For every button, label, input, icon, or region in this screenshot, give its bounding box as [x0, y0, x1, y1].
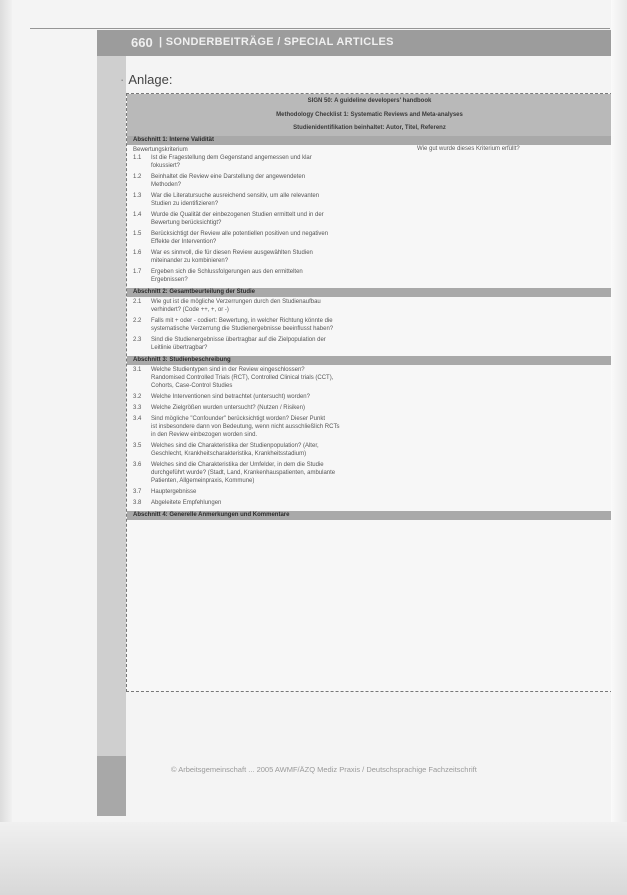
row-text: Falls mit + oder - codiert: Bewertung, in welcher Richtung könnte die	[151, 318, 333, 324]
row-number: 1.5	[133, 231, 142, 237]
section-label: Abschnitt 4: Generelle Anmerkungen und Kommentare	[133, 512, 290, 518]
left-margin-strip	[97, 56, 126, 816]
table-title-line-2: Methodology Checklist 1: Systematic Reviews and Meta-analyses	[276, 112, 463, 118]
section-header	[127, 511, 612, 520]
bullet-icon: ·	[120, 72, 125, 87]
right-page-edge	[611, 0, 627, 895]
row-text: Abgeleitete Empfehlungen	[151, 500, 222, 506]
left-margin-strip-lower	[97, 756, 126, 816]
running-title: | SONDERBEITRÄGE / SPECIAL ARTICLES	[159, 36, 394, 48]
row-text: Leitlinie übertragbar?	[151, 345, 208, 351]
row-number: 1.2	[133, 174, 142, 180]
row-text: Welches sind die Charakteristika der Studienpopulation? (Alter,	[151, 443, 319, 449]
row-number: 3.5	[133, 443, 142, 449]
page-footer: © Arbeitsgemeinschaft ... 2005 AWMF/ÄZQ Mediz Praxis / Deutschsprachige Fachzeitschrift	[171, 765, 477, 774]
section-label: Abschnitt 3: Studienbeschreibung	[133, 357, 231, 363]
row-text: systematische Verzerrung die Studienergebnisse beeinflusst haben?	[151, 326, 334, 332]
table-title-line-1: SIGN 50: A guideline developers' handbook	[307, 98, 432, 104]
row-text: Effekte der Intervention?	[151, 239, 217, 245]
row-text: Welche Interventionen sind betrachtet (untersucht) worden?	[151, 394, 310, 400]
row-number: 2.1	[133, 299, 142, 305]
section-header	[127, 136, 612, 145]
row-number: 3.6	[133, 462, 142, 468]
section-label: Abschnitt 1: Interne Validität	[133, 137, 215, 143]
row-text: Welches sind die Charakteristika der Umfelder, in dem die Studie	[151, 462, 324, 468]
checklist-table	[126, 93, 613, 692]
row-text: verhindert? (Code ++, +, or -)	[151, 307, 229, 313]
row-text: Cohorts, Case-Control Studies	[151, 383, 233, 389]
row-number: 3.1	[133, 367, 142, 373]
row-number: 1.3	[133, 193, 142, 199]
row-text: War die Literatursuche ausreichend sensitiv, um alle relevanten	[151, 193, 320, 199]
page-header-band	[97, 30, 611, 56]
row-text: Ergebnissen?	[151, 277, 188, 283]
table-title-block	[127, 94, 612, 136]
row-number: 1.1	[133, 155, 142, 161]
row-text: durchgeführt wurde? (Stadt, Land, Krankenhauspatienten, ambulante	[151, 470, 336, 476]
page-number: 660	[131, 35, 153, 50]
row-text: in den Review einbezogen worden sind.	[151, 432, 258, 438]
row-text: War es sinnvoll, die für diesen Review ausgewählten Studien	[151, 250, 313, 256]
row-text: Welche Zielgrößen wurden untersucht? (Nutzen / Risiken)	[151, 405, 305, 411]
column-header-right: Wie gut wurde dieses Kriterium erfüllt?	[417, 146, 520, 152]
table-title-line-3: Studienidentifikation beinhaltet: Autor, Titel, Referenz	[293, 125, 446, 131]
anlage-heading	[120, 72, 172, 87]
row-text: Sind die Studienergebnisse übertragbar auf die Zielpopulation der	[151, 337, 326, 343]
row-number: 3.8	[133, 500, 142, 506]
row-text: Ergeben sich die Schlussfolgerungen aus den ermittelten	[151, 269, 303, 275]
row-number: 3.3	[133, 405, 142, 411]
row-number: 3.2	[133, 394, 142, 400]
row-text: ist insbesondere dann von Bedeutung, wenn nicht ausschließlich RCTs	[151, 424, 340, 430]
row-text: Sind mögliche "Confounder" berücksichtigt worden? Dieser Punkt	[151, 416, 326, 422]
section-label: Abschnitt 2: Gesamtbeurteilung der Studie	[133, 289, 256, 295]
row-text: Hauptergebnisse	[151, 489, 197, 495]
row-text: Berücksichtigt der Review alle potentiellen positiven und negativen	[151, 231, 329, 237]
row-number: 3.7	[133, 489, 142, 495]
column-header-left: Bewertungskriterium	[133, 147, 188, 153]
anlage-label: Anlage:	[128, 72, 173, 87]
row-number: 1.7	[133, 269, 142, 275]
row-number: 1.4	[133, 212, 142, 218]
row-text: Wurde die Qualität der einbezogenen Studien ermittelt und in der	[151, 212, 324, 218]
row-text: Welche Studientypen sind in der Review eingeschlossen?	[151, 367, 305, 373]
page-spine-shadow	[0, 0, 12, 895]
section-header	[127, 288, 612, 297]
row-text: Geschlecht, Krankheitscharakteristika, Krankheitsstadium)	[151, 451, 307, 457]
row-text: Studien zu identifizieren?	[151, 201, 219, 207]
row-number: 1.6	[133, 250, 142, 256]
row-text: Patienten, Allgemeinpraxis, Kommune)	[151, 478, 255, 484]
row-number: 2.2	[133, 318, 142, 324]
row-text: Ist die Fragestellung dem Gegenstand angemessen und klar	[151, 155, 312, 161]
row-text: miteinander zu kombinieren?	[151, 258, 229, 264]
row-text: fokussiert?	[151, 163, 181, 169]
row-text: Randomised Controlled Trials (RCT), Controlled Clinical trials (CCT),	[151, 375, 334, 381]
top-rule	[30, 28, 610, 29]
row-text: Bewertung berücksichtigt?	[151, 220, 222, 226]
row-text: Methoden?	[151, 182, 182, 188]
row-number: 3.4	[133, 416, 142, 422]
bottom-shadow	[0, 822, 627, 895]
row-number: 2.3	[133, 337, 142, 343]
row-text: Beinhaltet die Review eine Darstellung der angewendeten	[151, 174, 306, 180]
row-text: Wie gut ist die mögliche Verzerrungen durch den Studienaufbau	[151, 299, 321, 305]
section-header	[127, 356, 612, 365]
